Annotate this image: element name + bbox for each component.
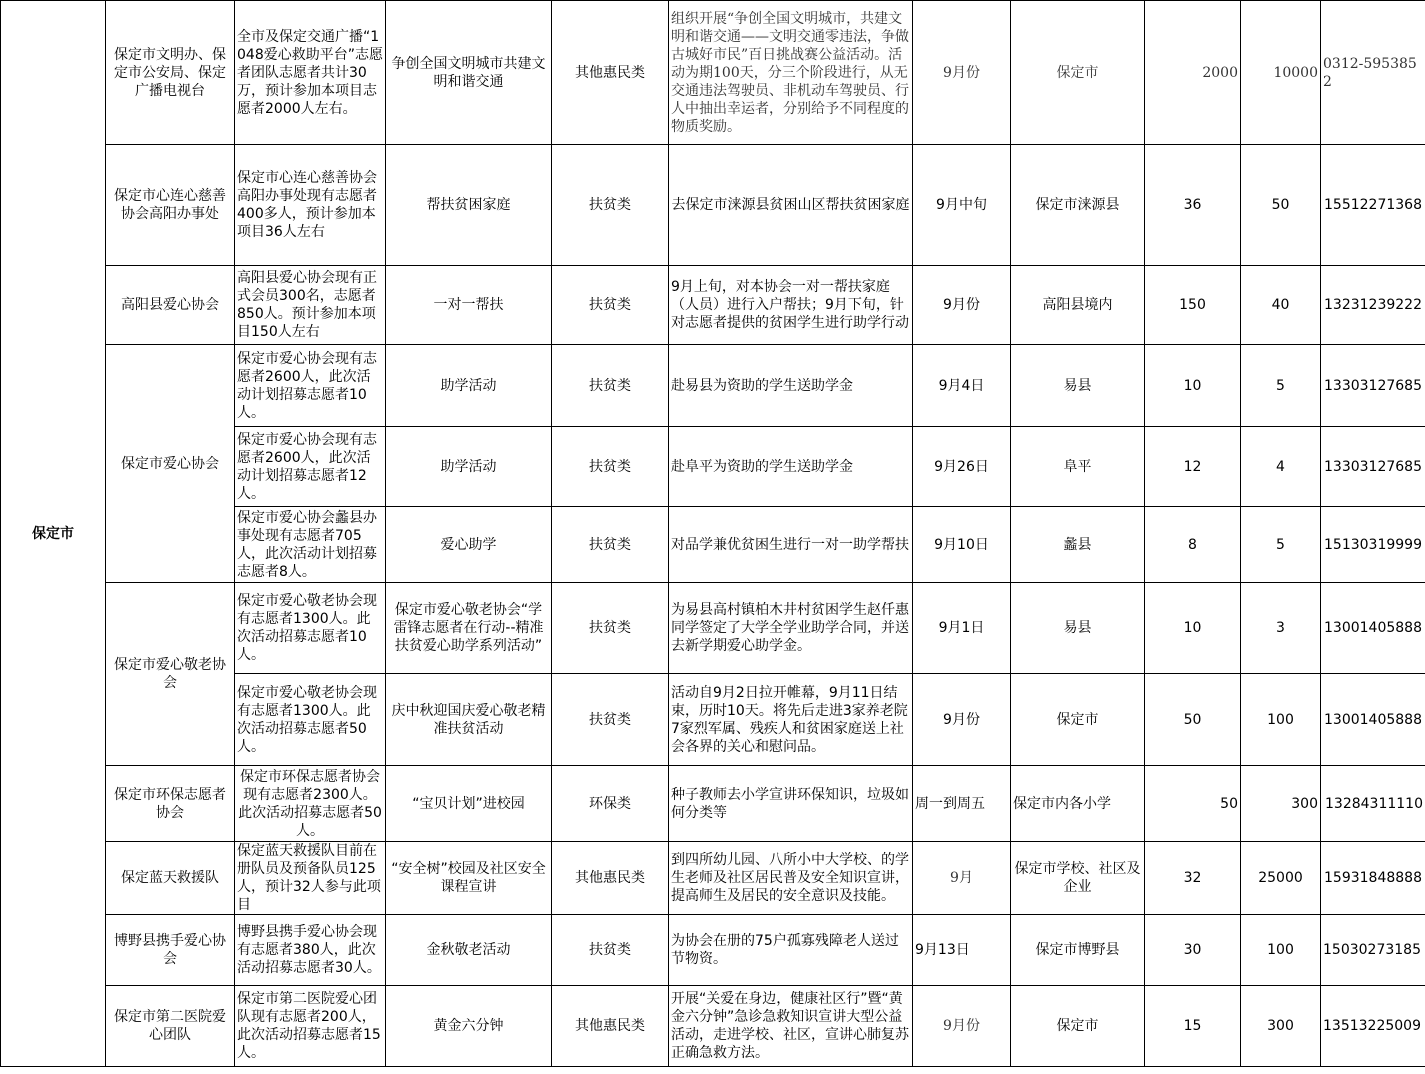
intro-cell: 保定市爱心敬老协会现有志愿者1300人。此次活动招募志愿者50人。	[235, 674, 386, 766]
project-cell: “安全树”校园及社区安全课程宣讲	[386, 842, 552, 915]
content-cell: 赴阜平为资助的学生送助学金	[669, 427, 913, 507]
volunteers-cell: 12	[1145, 427, 1241, 507]
table-row	[1, 345, 1425, 427]
volunteers-cell: 2000	[1145, 1, 1241, 145]
table-row	[1, 1, 1425, 145]
project-cell: 一对一帮扶	[386, 266, 552, 345]
category-cell: 扶贫类	[552, 507, 669, 583]
project-cell: 金秋敬老活动	[386, 915, 552, 986]
category-cell: 扶贫类	[552, 674, 669, 766]
project-cell: 争创全国文明城市共建文明和谐交通	[386, 1, 552, 145]
location-cell: 保定市	[1011, 986, 1145, 1067]
time-cell: 周一到周五	[913, 766, 1011, 842]
location-cell: 阜平	[1011, 427, 1145, 507]
intro-cell: 保定市环保志愿者协会现有志愿者2300人。此次活动招募志愿者50人。	[235, 766, 386, 842]
content-cell: 为易县高村镇柏木井村贫困学生赵仟惠同学签定了大学全学业助学合同，并送去新学期爱心助学金。	[669, 583, 913, 674]
intro-cell: 博野县携手爱心协会现有志愿者380人，此次活动招募志愿者30人。	[235, 915, 386, 986]
intro-cell: 保定市心连心慈善协会高阳办事处现有志愿者400多人，预计参加本项目36人左右	[235, 145, 386, 266]
content-cell: 组织开展“争创全国文明城市，共建文明和谐交通——文明交通零违法，争做古城好市民”百日挑战赛公益活动。活动为期100天，分三个阶段进行，从无交通违法驾驶员、非机动车驾驶员、行人中抽出幸运者，分别给予不同程度的物质奖励。	[669, 1, 913, 145]
volunteers-cell: 50	[1145, 766, 1241, 842]
category-cell: 其他惠民类	[552, 1, 669, 145]
table-row	[1, 145, 1425, 266]
phone-cell: 13284311110	[1321, 766, 1425, 842]
project-cell: 黄金六分钟	[386, 986, 552, 1067]
volunteers-cell: 32	[1145, 842, 1241, 915]
time-cell: 9月13日	[913, 915, 1011, 986]
location-cell: 保定市内各小学	[1011, 766, 1145, 842]
intro-cell: 高阳县爱心协会现有正式会员300名，志愿者850人。预计参加本项目150人左右	[235, 266, 386, 345]
category-cell: 扶贫类	[552, 145, 669, 266]
beneficiaries-cell: 40	[1241, 266, 1321, 345]
org-cell: 保定市爱心协会	[106, 345, 235, 583]
time-cell: 9月26日	[913, 427, 1011, 507]
table-row	[1, 766, 1425, 842]
project-cell: 庆中秋迎国庆爱心敬老精准扶贫活动	[386, 674, 552, 766]
location-cell: 保定市博野县	[1011, 915, 1145, 986]
content-cell: 赴易县为资助的学生送助学金	[669, 345, 913, 427]
org-cell: 博野县携手爱心协会	[106, 915, 235, 986]
intro-cell: 保定市爱心协会现有志愿者2600人，此次活动计划招募志愿者10人。	[235, 345, 386, 427]
time-cell: 9月1日	[913, 583, 1011, 674]
phone-cell: 13231239222	[1321, 266, 1425, 345]
volunteers-cell: 150	[1145, 266, 1241, 345]
location-cell: 保定市涞源县	[1011, 145, 1145, 266]
category-cell: 扶贫类	[552, 345, 669, 427]
volunteers-cell: 15	[1145, 986, 1241, 1067]
table-row	[1, 266, 1425, 345]
phone-cell: 13303127685	[1321, 345, 1425, 427]
phone-cell: 15931848888	[1321, 842, 1425, 915]
time-cell: 9月10日	[913, 507, 1011, 583]
intro-cell: 保定蓝天救援队目前在册队员及预备队员125人，预计32人参与此项目	[235, 842, 386, 915]
table-row	[1, 915, 1425, 986]
beneficiaries-cell: 100	[1241, 915, 1321, 986]
beneficiaries-cell: 50	[1241, 145, 1321, 266]
intro-cell: 全市及保定交通广播“1048爱心救助平台”志愿者团队志愿者共计30万，预计参加本项目志愿者2000人左右。	[235, 1, 386, 145]
category-cell: 扶贫类	[552, 915, 669, 986]
volunteers-cell: 36	[1145, 145, 1241, 266]
content-cell: 9月上旬，对本协会一对一帮扶家庭（人员）进行入户帮扶；9月下旬，针对志愿者提供的贫困学生进行助学行动	[669, 266, 913, 345]
org-cell: 保定市环保志愿者协会	[106, 766, 235, 842]
content-cell: 开展“关爱在身边，健康社区行”暨“黄金六分钟”急诊急救知识宣讲大型公益活动，走进学校、社区，宣讲心肺复苏正确急救方法。	[669, 986, 913, 1067]
category-cell: 扶贫类	[552, 266, 669, 345]
project-cell: 保定市爱心敬老协会“学雷锋志愿者在行动--精准扶贫爱心助学系列活动”	[386, 583, 552, 674]
beneficiaries-cell: 25000	[1241, 842, 1321, 915]
org-cell: 保定市心连心慈善协会高阳办事处	[106, 145, 235, 266]
intro-cell: 保定市爱心敬老协会现有志愿者1300人。此次活动招募志愿者10人。	[235, 583, 386, 674]
project-cell: “宝贝计划”进校园	[386, 766, 552, 842]
phone-cell: 15130319999	[1321, 507, 1425, 583]
location-cell: 保定市学校、社区及企业	[1011, 842, 1145, 915]
phone-cell: 13001405888	[1321, 583, 1425, 674]
content-cell: 到四所幼儿园、八所小中大学校、的学生老师及社区居民普及安全知识宣讲，提高师生及居民的安全意识及技能。	[669, 842, 913, 915]
volunteers-cell: 8	[1145, 507, 1241, 583]
table-row	[1, 583, 1425, 674]
table-row	[1, 842, 1425, 915]
phone-cell: 15030273185	[1321, 915, 1425, 986]
beneficiaries-cell: 5	[1241, 507, 1321, 583]
volunteers-cell: 30	[1145, 915, 1241, 986]
time-cell: 9月	[913, 842, 1011, 915]
beneficiaries-cell: 100	[1241, 674, 1321, 766]
phone-cell: 13001405888	[1321, 674, 1425, 766]
location-cell: 易县	[1011, 583, 1145, 674]
category-cell: 环保类	[552, 766, 669, 842]
category-cell: 其他惠民类	[552, 986, 669, 1067]
beneficiaries-cell: 3	[1241, 583, 1321, 674]
content-cell: 活动自9月2日拉开帷幕，9月11日结束，历时10天。将先后走进3家养老院7家烈军属、残疾人和贫困家庭送上社会各界的关心和慰问品。	[669, 674, 913, 766]
content-cell: 去保定市涞源县贫困山区帮扶贫困家庭	[669, 145, 913, 266]
category-cell: 扶贫类	[552, 583, 669, 674]
phone-cell: 15512271368	[1321, 145, 1425, 266]
org-cell: 保定蓝天救援队	[106, 842, 235, 915]
intro-cell: 保定市第二医院爱心团队现有志愿者200人，此次活动招募志愿者15人。	[235, 986, 386, 1067]
volunteers-cell: 10	[1145, 583, 1241, 674]
beneficiaries-cell: 10000	[1241, 1, 1321, 145]
volunteers-cell: 10	[1145, 345, 1241, 427]
org-cell: 保定市第二医院爱心团队	[106, 986, 235, 1067]
beneficiaries-cell: 300	[1241, 766, 1321, 842]
content-cell: 对品学兼优贫困生进行一对一助学帮扶	[669, 507, 913, 583]
org-cell: 保定市爱心敬老协会	[106, 583, 235, 766]
location-cell: 保定市	[1011, 1, 1145, 145]
time-cell: 9月份	[913, 674, 1011, 766]
location-cell: 高阳县境内	[1011, 266, 1145, 345]
project-cell: 助学活动	[386, 345, 552, 427]
time-cell: 9月4日	[913, 345, 1011, 427]
intro-cell: 保定市爱心协会蠡县办事处现有志愿者705人，此次活动计划招募志愿者8人。	[235, 507, 386, 583]
time-cell: 9月份	[913, 1, 1011, 145]
time-cell: 9月中旬	[913, 145, 1011, 266]
city-cell: 保定市	[1, 1, 106, 1067]
table-row	[1, 986, 1425, 1067]
beneficiaries-cell: 5	[1241, 345, 1321, 427]
content-cell: 种子教师去小学宣讲环保知识，垃圾如何分类等	[669, 766, 913, 842]
phone-cell: 13303127685	[1321, 427, 1425, 507]
org-cell: 高阳县爱心协会	[106, 266, 235, 345]
beneficiaries-cell: 4	[1241, 427, 1321, 507]
category-cell: 其他惠民类	[552, 842, 669, 915]
location-cell: 易县	[1011, 345, 1145, 427]
intro-cell: 保定市爱心协会现有志愿者2600人，此次活动计划招募志愿者12人。	[235, 427, 386, 507]
volunteers-cell: 50	[1145, 674, 1241, 766]
time-cell: 9月份	[913, 266, 1011, 345]
project-cell: 助学活动	[386, 427, 552, 507]
beneficiaries-cell: 300	[1241, 986, 1321, 1067]
phone-cell: 13513225009	[1321, 986, 1425, 1067]
category-cell: 扶贫类	[552, 427, 669, 507]
time-cell: 9月份	[913, 986, 1011, 1067]
content-cell: 为协会在册的75户孤寡残障老人送过节物资。	[669, 915, 913, 986]
location-cell: 蠡县	[1011, 507, 1145, 583]
org-cell: 保定市文明办、保定市公安局、保定广播电视台	[106, 1, 235, 145]
project-cell: 爱心助学	[386, 507, 552, 583]
project-cell: 帮扶贫困家庭	[386, 145, 552, 266]
location-cell: 保定市	[1011, 674, 1145, 766]
phone-cell: 0312-5953852	[1321, 1, 1425, 145]
